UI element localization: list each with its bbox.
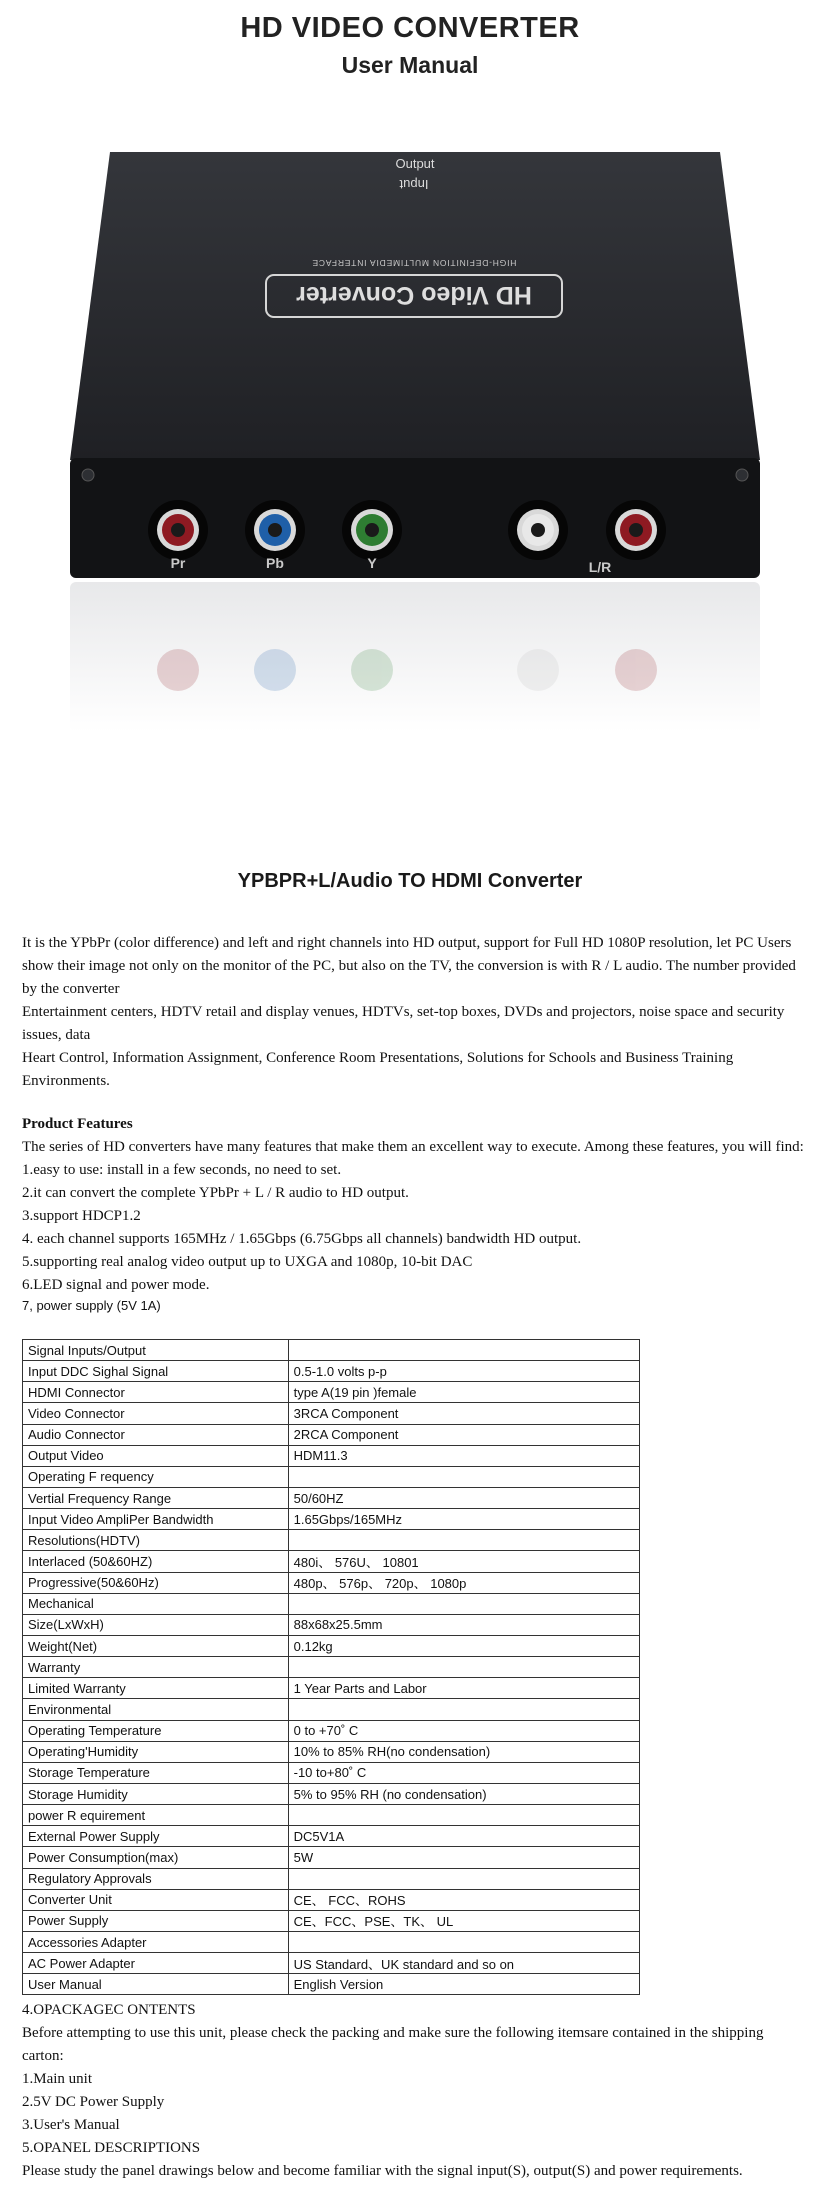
spec-label: Operating Temperature: [23, 1720, 289, 1741]
spec-label: Audio Connector: [23, 1424, 289, 1445]
spec-row: [23, 1931, 640, 1952]
intro-paragraph: It is the YPbPr (color difference) and left and right channels into HD output, support for Full HD 1080P resolution, let PC Users show their image not only on the monitor of the PC, but also on the TV, the conversion is with R / L audio. The number provided by the converter: [22, 935, 796, 997]
spec-label: Regulatory Approvals: [23, 1868, 289, 1889]
spec-label: Video Connector: [23, 1403, 289, 1424]
feature-line: 1.easy to use: install in a few seconds, no need to set.: [22, 1162, 342, 1178]
package-item: 1.Main unit: [22, 2071, 92, 2087]
spec-row: [23, 1572, 640, 1593]
port-audio-left: [508, 500, 568, 560]
spec-row: [23, 1889, 640, 1910]
package-text: Before attempting to use this unit, please check the packing and make sure the following itemsare contained in the shipping carton:: [22, 2025, 764, 2064]
spec-row: [23, 1403, 640, 1424]
spec-row: [23, 1974, 640, 1995]
power-supply-line: 7, power supply (5V 1A): [22, 1298, 161, 1313]
spec-value: 480p、 576p、 720p、 1080p: [288, 1572, 639, 1593]
spec-value: [288, 1340, 639, 1361]
spec-label: AC Power Adapter: [23, 1953, 289, 1974]
spec-label: Storage Temperature: [23, 1762, 289, 1783]
intro-paragraph: Entertainment centers, HDTV retail and display venues, HDTVs, set-top boxes, DVDs and projectors, noise space and security issues, data: [22, 1004, 785, 1043]
spec-row: [23, 1783, 640, 1804]
package-and-panel: [22, 1999, 808, 2183]
panel-heading: 5.OPANEL DESCRIPTIONS: [22, 2140, 201, 2156]
spec-row: [23, 1678, 640, 1699]
port-y: [342, 500, 402, 560]
spec-value: type A(19 pin )female: [288, 1382, 639, 1403]
spec-row: [23, 1361, 640, 1382]
port-audio-right: [606, 500, 666, 560]
spec-row: [23, 1826, 640, 1847]
spec-label: Weight(Net): [23, 1635, 289, 1656]
spec-value: 480i、 576U、 10801: [288, 1551, 639, 1572]
spec-label: Input Video AmpliPer Bandwidth: [23, 1509, 289, 1530]
spec-value: 50/60HZ: [288, 1487, 639, 1508]
spec-row: [23, 1805, 640, 1826]
spec-row: [23, 1340, 640, 1361]
spec-label: Mechanical: [23, 1593, 289, 1614]
spec-label: Operating F requency: [23, 1466, 289, 1487]
spec-row: [23, 1487, 640, 1508]
spec-value: 3RCA Component: [288, 1403, 639, 1424]
port-pr: [148, 500, 208, 560]
spec-value: 1 Year Parts and Labor: [288, 1678, 639, 1699]
spec-value: 0.5-1.0 volts p-p: [288, 1361, 639, 1382]
feature-line: 3.support HDCP1.2: [22, 1208, 141, 1224]
section-title: YPBPR+L/Audio TO HDMI Converter: [237, 870, 583, 892]
spec-row: [23, 1593, 640, 1614]
spec-value: CE、FCC、PSE、TK、 UL: [288, 1910, 639, 1931]
panel-text: Please study the panel drawings below and become familiar with the signal input(S), output(S) and power requirements.: [22, 2163, 743, 2179]
spec-value: HDM11.3: [288, 1445, 639, 1466]
spec-label: Limited Warranty: [23, 1678, 289, 1699]
spec-row: [23, 1530, 640, 1551]
spec-value: 0.12kg: [288, 1635, 639, 1656]
intro-text: [22, 932, 808, 1093]
spec-label: Input DDC Sighal Signal: [23, 1361, 289, 1382]
feature-line: The series of HD converters have many features that make them an excellent way to execute. Among these features, you will find:: [22, 1139, 804, 1155]
spec-label: Signal Inputs/Output: [23, 1340, 289, 1361]
spec-row: [23, 1614, 640, 1635]
port-label-lr: L/R: [588, 559, 612, 575]
spec-row: [23, 1699, 640, 1720]
feature-line: 4. each channel supports 165MHz / 1.65Gbps (6.75Gbps all channels) bandwidth HD output.: [22, 1231, 582, 1247]
spec-table: [22, 1339, 640, 1995]
package-item: 2.5V DC Power Supply: [22, 2094, 165, 2110]
intro-paragraph: Heart Control, Information Assignment, Conference Room Presentations, Solutions for Schools and Business Training Environments.: [22, 1050, 734, 1089]
spec-value: 2RCA Component: [288, 1424, 639, 1445]
spec-row: [23, 1762, 640, 1783]
spec-label: Accessories Adapter: [23, 1931, 289, 1952]
port-label-pr: Pr: [170, 555, 186, 571]
spec-value: [288, 1868, 639, 1889]
spec-value: [288, 1931, 639, 1952]
features-heading: Product Features: [22, 1116, 133, 1132]
product-photo: [70, 150, 760, 740]
spec-row: [23, 1382, 640, 1403]
package-item: 3.User's Manual: [22, 2117, 120, 2133]
spec-value: [288, 1466, 639, 1487]
spec-value: US Standard、UK standard and so on: [288, 1953, 639, 1974]
manual-subtitle: User Manual: [341, 52, 479, 78]
spec-row: [23, 1953, 640, 1974]
spec-label: Operating'Humidity: [23, 1741, 289, 1762]
spec-value: 88x68x25.5mm: [288, 1614, 639, 1635]
feature-line: 6.LED signal and power mode.: [22, 1277, 210, 1293]
spec-label: Storage Humidity: [23, 1783, 289, 1804]
spec-value: DC5V1A: [288, 1826, 639, 1847]
spec-value: CE、 FCC、ROHS: [288, 1889, 639, 1910]
spec-value: 5% to 95% RH (no condensation): [288, 1783, 639, 1804]
spec-row: [23, 1424, 640, 1445]
screw-left: [82, 469, 94, 481]
spec-label: Progressive(50&60Hz): [23, 1572, 289, 1593]
spec-row: [23, 1847, 640, 1868]
logo-subtext: HIGH-DEFINITION MULTIMEDIA INTERFACE: [311, 258, 517, 268]
spec-row: [23, 1657, 640, 1678]
spec-value: [288, 1805, 639, 1826]
spec-value: [288, 1593, 639, 1614]
spec-label: Environmental: [23, 1699, 289, 1720]
spec-label: Vertial Frequency Range: [23, 1487, 289, 1508]
spec-row: [23, 1741, 640, 1762]
manual-title: HD VIDEO CONVERTER: [240, 12, 580, 44]
spec-value: [288, 1699, 639, 1720]
output-label: Output: [395, 156, 435, 171]
port-pb: [245, 500, 305, 560]
port-label-y: Y: [367, 555, 377, 571]
spec-value: [288, 1657, 639, 1678]
spec-label: Resolutions(HDTV): [23, 1530, 289, 1551]
spec-value: 0 to +70˚ C: [288, 1720, 639, 1741]
spec-label: Output Video: [23, 1445, 289, 1466]
package-heading: 4.OPACKAGEC ONTENTS: [22, 2002, 196, 2018]
spec-label: External Power Supply: [23, 1826, 289, 1847]
spec-label: HDMI Connector: [23, 1382, 289, 1403]
spec-value: 5W: [288, 1847, 639, 1868]
spec-row: [23, 1466, 640, 1487]
spec-label: Warranty: [23, 1657, 289, 1678]
spec-row: [23, 1720, 640, 1741]
spec-row: [23, 1445, 640, 1466]
spec-label: User Manual: [23, 1974, 289, 1995]
spec-label: Interlaced (50&60HZ): [23, 1551, 289, 1572]
spec-row: [23, 1910, 640, 1931]
spec-row: [23, 1635, 640, 1656]
spec-value: 10% to 85% RH(no condensation): [288, 1741, 639, 1762]
spec-row: [23, 1509, 640, 1530]
spec-label: Size(LxWxH): [23, 1614, 289, 1635]
spec-row: [23, 1868, 640, 1889]
spec-label: power R equirement: [23, 1805, 289, 1826]
spec-label: Power Supply: [23, 1910, 289, 1931]
product-features: [22, 1113, 808, 1315]
feature-line: 2.it can convert the complete YPbPr + L / R audio to HD output.: [22, 1185, 409, 1201]
spec-label: Power Consumption(max): [23, 1847, 289, 1868]
spec-row: [23, 1551, 640, 1572]
logo-text: HD Video Converter: [296, 281, 532, 309]
spec-value: English Version: [288, 1974, 639, 1995]
spec-value: -10 to+80˚ C: [288, 1762, 639, 1783]
spec-label: Converter Unit: [23, 1889, 289, 1910]
feature-line: 5.supporting real analog video output up to UXGA and 1080p, 10-bit DAC: [22, 1254, 473, 1270]
input-label: Input: [399, 177, 429, 192]
port-label-pb: Pb: [266, 555, 284, 571]
spec-value: 1.65Gbps/165MHz: [288, 1509, 639, 1530]
screw-right: [736, 469, 748, 481]
spec-value: [288, 1530, 639, 1551]
